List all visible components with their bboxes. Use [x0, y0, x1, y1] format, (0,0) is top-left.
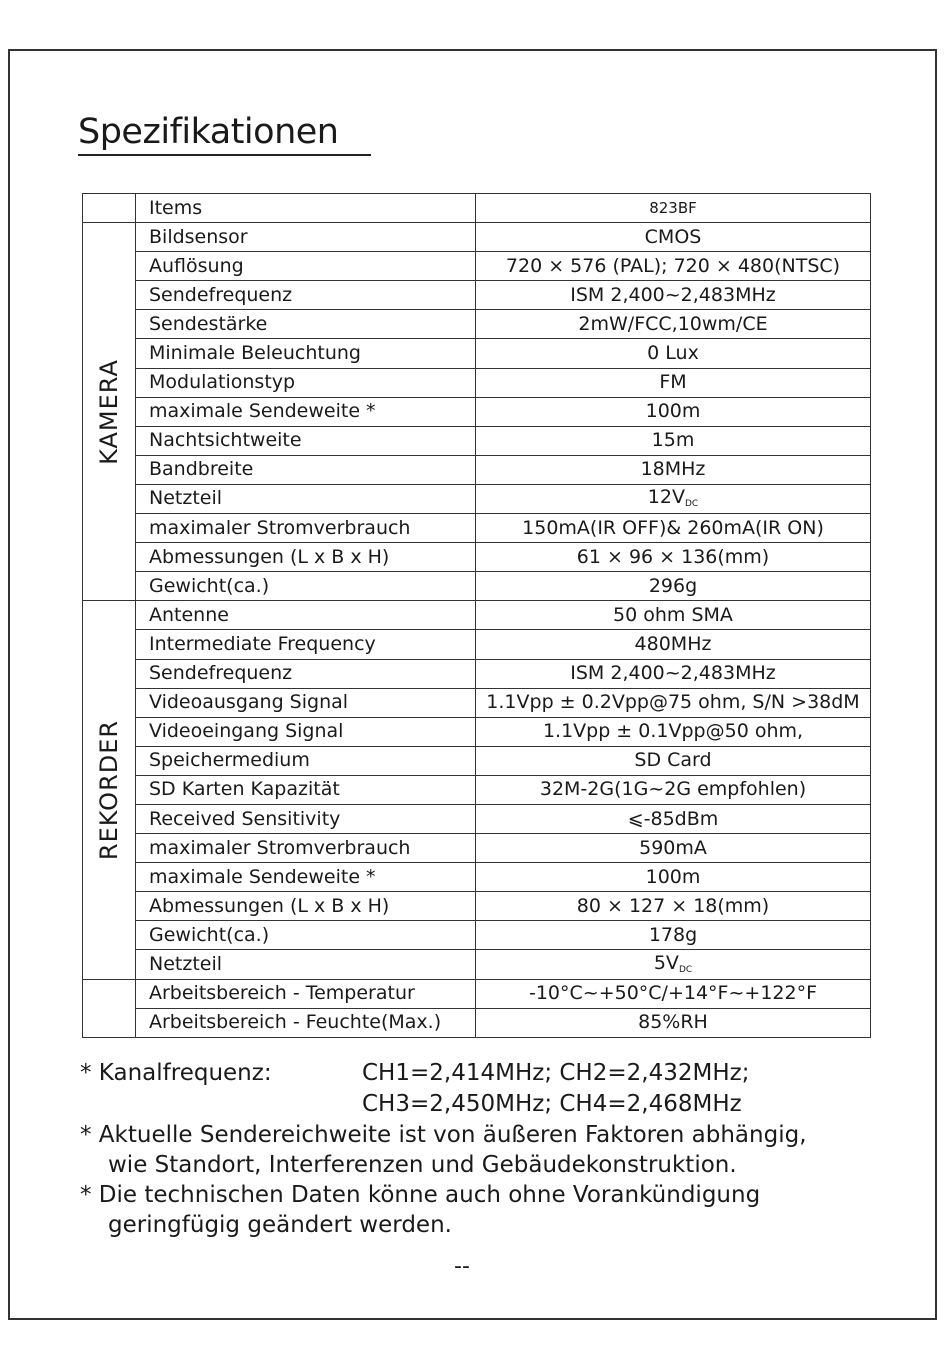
spec-value-text: 12V	[647, 486, 685, 509]
spec-value	[476, 397, 871, 426]
spec-row	[83, 252, 871, 281]
spec-value	[476, 572, 871, 601]
spec-value-text: 150mA(IR OFF)& 260mA(IR ON)	[522, 516, 824, 539]
spec-value-subscript: DC	[684, 499, 699, 510]
spec-label: Intermediate Frequency	[136, 630, 476, 659]
spec-value-text: 85%RH	[638, 1011, 708, 1034]
spec-row	[83, 281, 871, 310]
note-range-line-1: * Aktuelle Sendereichweite ist von äußeren Faktoren abhängig,	[80, 1122, 807, 1148]
spec-row	[83, 601, 871, 630]
spec-value	[476, 514, 871, 543]
spec-value-text: 15m	[651, 429, 695, 452]
spec-label: Received Sensitivity	[136, 804, 476, 833]
spec-label: maximaler Stromverbrauch	[136, 834, 476, 863]
spec-value-text: 590mA	[639, 836, 707, 859]
page-title: Spezifikationen	[78, 112, 339, 152]
spec-value	[476, 455, 871, 484]
spec-value	[476, 601, 871, 630]
spec-label: Videoeingang Signal	[136, 717, 476, 746]
spec-value-text: CMOS	[644, 225, 702, 248]
spec-label: Bandbreite	[136, 455, 476, 484]
spec-value-text: 100m	[645, 865, 701, 888]
spec-label: Gewicht(ca.)	[136, 921, 476, 950]
spec-label: Gewicht(ca.)	[136, 572, 476, 601]
spec-row	[83, 1008, 871, 1037]
spec-value-text: SD Card	[634, 749, 712, 772]
spec-value-text: 480MHz	[634, 632, 712, 655]
spec-label: maximale Sendeweite *	[136, 863, 476, 892]
rekorder-group-cell	[83, 601, 136, 979]
spec-row	[83, 804, 871, 833]
note-change-line-2: geringfügig geändert werden.	[108, 1212, 452, 1238]
spec-row	[83, 863, 871, 892]
spec-value	[476, 630, 871, 659]
spec-value-text: 5V	[653, 951, 679, 974]
spec-value-text: 32M-2G(1G~2G empfohlen)	[539, 778, 807, 801]
kanal-label: * Kanalfrequenz:	[80, 1060, 272, 1086]
spec-label: Netzteil	[136, 484, 476, 513]
spec-value	[476, 746, 871, 775]
note-change-line-1: * Die technischen Daten könne auch ohne Vorankündigung	[80, 1182, 761, 1208]
spec-value	[476, 1008, 871, 1037]
spec-value	[476, 834, 871, 863]
spec-value-subscript: DC	[678, 964, 693, 975]
spec-label: Arbeitsbereich - Temperatur	[136, 979, 476, 1008]
items-label: Items	[136, 194, 476, 223]
spec-row	[83, 572, 871, 601]
spec-value	[476, 310, 871, 339]
page-number: --	[454, 1254, 470, 1279]
spec-value-text: 296g	[648, 574, 698, 597]
spec-row	[83, 630, 871, 659]
spec-value-text: ISM 2,400~2,483MHz	[570, 283, 776, 306]
spec-row	[83, 659, 871, 688]
spec-label: Arbeitsbereich - Feuchte(Max.)	[136, 1008, 476, 1037]
spec-row	[83, 921, 871, 950]
title-underline	[78, 154, 371, 156]
spec-row	[83, 688, 871, 717]
spec-row	[83, 426, 871, 455]
spec-value	[476, 223, 871, 252]
spec-label: Auflösung	[136, 252, 476, 281]
spec-row	[83, 950, 871, 979]
spec-value-text: 720 × 576 (PAL); 720 × 480(NTSC)	[505, 254, 841, 277]
spec-value	[476, 339, 871, 368]
kamera-group-label: KAMERA	[95, 358, 123, 465]
spec-value-text: -10°C~+50°C/+14°F~+122°F	[528, 982, 818, 1005]
spec-value	[476, 543, 871, 572]
spec-label: Sendefrequenz	[136, 281, 476, 310]
spec-value	[476, 426, 871, 455]
spec-table	[82, 193, 871, 1038]
spec-value	[476, 979, 871, 1008]
spec-value	[476, 484, 871, 513]
spec-value	[476, 281, 871, 310]
environment-group-cell	[83, 979, 136, 1037]
spec-row	[83, 746, 871, 775]
spec-value-text: 0 Lux	[647, 342, 699, 365]
kanal-line-2: CH3=2,450MHz; CH4=2,468MHz	[362, 1091, 742, 1117]
spec-label: Sendefrequenz	[136, 659, 476, 688]
spec-value-text: ISM 2,400~2,483MHz	[570, 662, 776, 685]
spec-label: maximaler Stromverbrauch	[136, 514, 476, 543]
spec-row	[83, 717, 871, 746]
spec-label: SD Karten Kapazität	[136, 775, 476, 804]
spec-value	[476, 717, 871, 746]
spec-value-text: 100m	[645, 400, 701, 423]
spec-value-text: 50 ohm SMA	[613, 603, 733, 626]
spec-value-text: 80 × 127 × 18(mm)	[576, 894, 770, 917]
spec-label: Modulationstyp	[136, 368, 476, 397]
spec-label: Bildsensor	[136, 223, 476, 252]
spec-value-text: FM	[659, 371, 687, 394]
spec-label: Speichermedium	[136, 746, 476, 775]
spec-value	[476, 892, 871, 921]
model-label: 823BF	[476, 194, 871, 223]
spec-value-text: ⩽-85dBm	[627, 807, 719, 830]
spec-value	[476, 863, 871, 892]
spec-value	[476, 368, 871, 397]
spec-label: Abmessungen (L x B x H)	[136, 892, 476, 921]
kanal-line-1: CH1=2,414MHz; CH2=2,432MHz;	[362, 1060, 750, 1086]
kamera-group-cell	[83, 223, 136, 601]
spec-label: Antenne	[136, 601, 476, 630]
spec-row	[83, 892, 871, 921]
table-header-row	[83, 194, 871, 223]
header-empty-cell	[83, 194, 136, 223]
note-range-line-2: wie Standort, Interferenzen und Gebäudekonstruktion.	[108, 1152, 737, 1178]
spec-value	[476, 804, 871, 833]
spec-label: Nachtsichtweite	[136, 426, 476, 455]
spec-row	[83, 397, 871, 426]
spec-value	[476, 659, 871, 688]
spec-row	[83, 514, 871, 543]
spec-row	[83, 368, 871, 397]
spec-label: Videoausgang Signal	[136, 688, 476, 717]
spec-value-text: 61 × 96 × 136(mm)	[576, 545, 770, 568]
spec-value-text: 178g	[648, 923, 698, 946]
spec-value	[476, 950, 871, 979]
spec-value	[476, 775, 871, 804]
spec-value-text: 2mW/FCC,10wm/CE	[578, 312, 768, 335]
spec-row	[83, 834, 871, 863]
spec-label: maximale Sendeweite *	[136, 397, 476, 426]
spec-row	[83, 339, 871, 368]
spec-label: Abmessungen (L x B x H)	[136, 543, 476, 572]
spec-value	[476, 688, 871, 717]
spec-value-text: 1.1Vpp ± 0.2Vpp@75 ohm, S/N >38dM	[486, 691, 860, 714]
rekorder-group-label: REKORDER	[95, 719, 123, 860]
spec-label: Minimale Beleuchtung	[136, 339, 476, 368]
spec-value	[476, 921, 871, 950]
spec-value-text: 18MHz	[640, 458, 706, 481]
spec-row	[83, 310, 871, 339]
spec-row	[83, 775, 871, 804]
spec-row	[83, 484, 871, 513]
spec-row	[83, 543, 871, 572]
spec-label: Netzteil	[136, 950, 476, 979]
spec-row	[83, 455, 871, 484]
spec-value-text: 1.1Vpp ± 0.1Vpp@50 ohm,	[542, 720, 804, 743]
spec-value	[476, 252, 871, 281]
spec-row	[83, 223, 871, 252]
spec-label: Sendestärke	[136, 310, 476, 339]
spec-row	[83, 979, 871, 1008]
